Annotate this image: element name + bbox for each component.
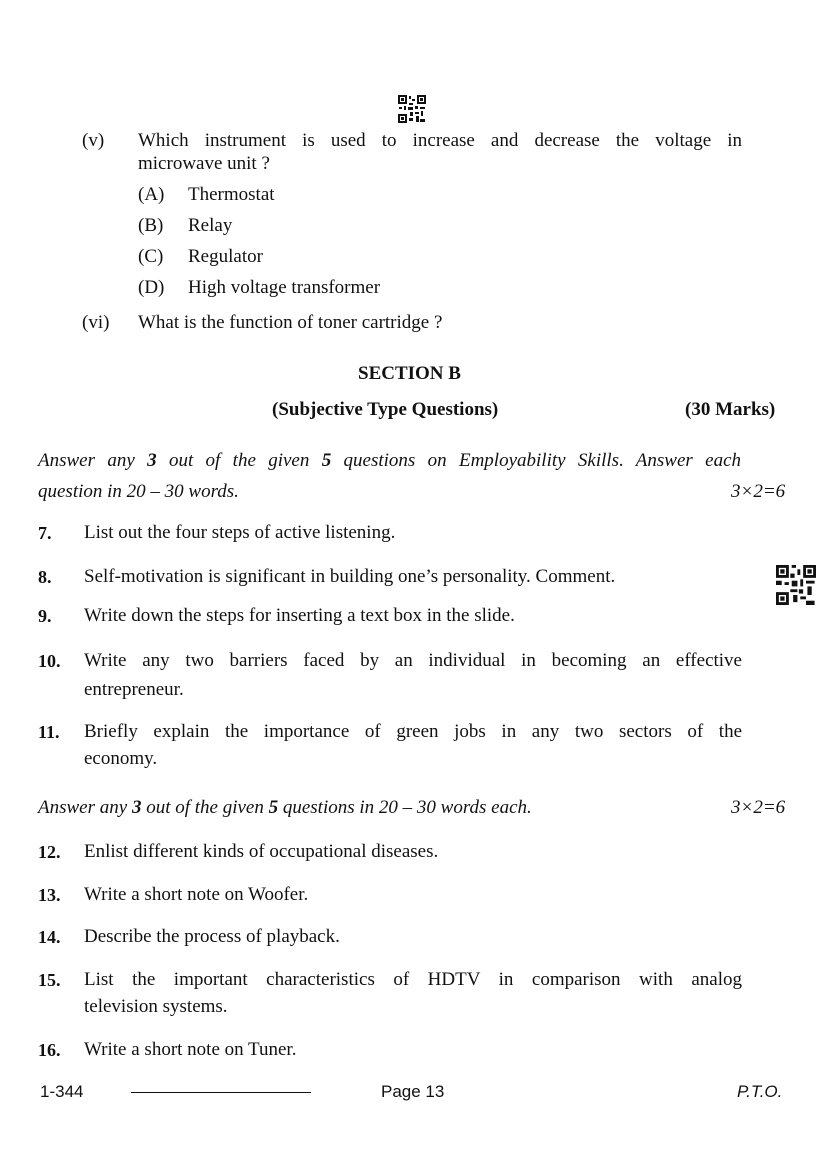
instruction-mid: out of the given <box>141 797 269 818</box>
instruction-pre: Answer any <box>38 450 148 471</box>
section-title: SECTION B <box>358 363 461 384</box>
question-10-text-cont: entrepreneur. <box>84 679 184 700</box>
pto-label: P.T.O. <box>737 1082 783 1101</box>
question-10-number: 10. <box>38 651 61 671</box>
question-13-text: Write a short note on Woofer. <box>84 884 309 905</box>
question-15-text-cont: television systems. <box>84 996 228 1017</box>
question-14-number: 14. <box>38 927 61 947</box>
instruction-post: questions in 20 – 30 words each. <box>278 797 532 818</box>
question-10-text: Write any two barriers faced by an individual in becoming an effective <box>84 650 742 671</box>
qr-code-icon <box>776 565 816 605</box>
page-number: Page 13 <box>381 1082 445 1101</box>
instruction-general <box>38 797 532 819</box>
question-9-text: Write down the steps for inserting a text box in the slide. <box>84 605 515 626</box>
option-a-label: (A) <box>138 184 165 205</box>
option-b-text: Relay <box>188 215 233 236</box>
question-16-number: 16. <box>38 1040 61 1060</box>
question-11-text-cont: economy. <box>84 748 158 769</box>
question-11-text: Briefly explain the importance of green jobs in any two sectors of the <box>84 721 742 742</box>
instruction-employability-cont: question in 20 – 30 words. <box>38 481 239 502</box>
question-12-text: Enlist different kinds of occupational diseases. <box>84 841 439 862</box>
instruction-total: 5 <box>268 797 279 818</box>
instruction-employability-marks: 3×2=6 <box>731 481 786 502</box>
question-9-number: 9. <box>38 606 52 626</box>
option-c-label: (C) <box>138 246 164 267</box>
instruction-general-marks: 3×2=6 <box>731 797 786 818</box>
question-7-number: 7. <box>38 523 52 543</box>
instruction-post: questions on Employability Skills. Answer each <box>331 450 742 471</box>
instruction-count: 3 <box>131 797 142 818</box>
option-a-text: Thermostat <box>188 184 275 205</box>
question-v-text-cont: microwave unit ? <box>138 153 270 174</box>
question-vi-text: What is the function of toner cartridge ? <box>138 312 443 333</box>
instruction-mid: out of the given <box>156 450 322 471</box>
option-d-text: High voltage transformer <box>188 277 381 298</box>
section-marks: (30 Marks) <box>685 399 776 420</box>
question-7-text: List out the four steps of active listening. <box>84 522 396 543</box>
option-c-text: Regulator <box>188 246 263 267</box>
instruction-count: 3 <box>147 450 157 471</box>
instruction-employability <box>38 450 741 472</box>
question-8-number: 8. <box>38 567 52 587</box>
instruction-pre: Answer any <box>38 797 132 818</box>
question-12-number: 12. <box>38 842 61 862</box>
question-14-text: Describe the process of playback. <box>84 926 340 947</box>
question-15-number: 15. <box>38 970 61 990</box>
section-subtitle: (Subjective Type Questions) <box>272 399 499 420</box>
question-8-text: Self-motivation is significant in building one’s personality. Comment. <box>84 566 616 587</box>
qr-code-icon <box>398 95 426 123</box>
question-vi-number: (vi) <box>82 312 110 333</box>
instruction-total: 5 <box>321 450 332 471</box>
question-16-text: Write a short note on Tuner. <box>84 1039 297 1060</box>
footer-divider <box>131 1092 311 1093</box>
question-11-number: 11. <box>38 722 60 742</box>
question-v-text: Which instrument is used to increase and decrease the voltage in <box>138 130 742 151</box>
question-v-number: (v) <box>82 130 105 151</box>
question-13-number: 13. <box>38 885 61 905</box>
paper-code: 1-344 <box>40 1082 84 1101</box>
option-d-label: (D) <box>138 277 165 298</box>
option-b-label: (B) <box>138 215 164 236</box>
question-15-text: List the important characteristics of HDTV in comparison with analog <box>84 969 742 990</box>
